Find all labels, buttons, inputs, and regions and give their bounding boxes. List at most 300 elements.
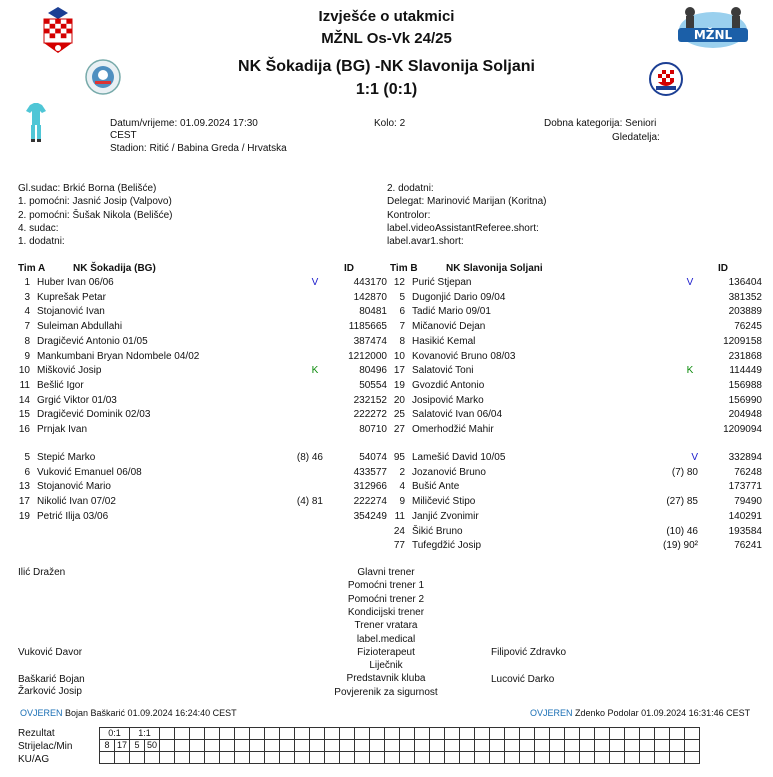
empty-cell — [220, 728, 235, 740]
player-id: 232152 — [353, 394, 387, 406]
empty-cell — [340, 752, 355, 764]
scorer-cell: 17 — [115, 740, 130, 752]
score-grid-row — [100, 752, 700, 764]
empty-cell — [355, 752, 370, 764]
player-id: 54074 — [359, 452, 387, 463]
empty-cell — [460, 740, 475, 752]
substitution-info: (4) 81 — [296, 496, 323, 508]
staff-role-label: Pomoćni trener 1 — [347, 580, 425, 592]
empty-cell — [490, 740, 505, 752]
empty-cell — [490, 752, 505, 764]
league-logo — [674, 2, 752, 52]
empty-cell — [415, 740, 430, 752]
team-b-player-row — [0, 423, 773, 437]
empty-cell — [535, 728, 550, 740]
player-name: Tufegdžić Josip — [412, 540, 482, 552]
team-b-player-row — [0, 276, 773, 290]
empty-cell — [550, 728, 565, 740]
empty-cell — [175, 728, 190, 740]
empty-cell — [310, 752, 325, 764]
player-number: 2 — [399, 466, 405, 478]
substitution-info: (27) 85 — [666, 496, 698, 508]
team-b-player-row — [0, 320, 773, 334]
empty-cell — [505, 740, 520, 752]
empty-cell — [610, 752, 625, 764]
empty-cell — [190, 740, 205, 752]
player-id: 142870 — [353, 291, 387, 303]
player-name: Kuprešak Petar — [37, 291, 106, 303]
empty-cell — [580, 752, 595, 764]
verification-right-status: OVJEREN — [530, 708, 573, 718]
player-name: Vuković Emanuel 06/08 — [37, 466, 142, 478]
empty-cell — [295, 728, 310, 740]
player-number: 15 — [18, 409, 30, 421]
empty-cell — [370, 728, 385, 740]
player-number: 19 — [18, 510, 30, 522]
player-number: 9 — [399, 496, 405, 508]
empty-cell — [400, 728, 415, 740]
player-number: 19 — [393, 379, 405, 391]
empty-cell — [385, 740, 400, 752]
empty-cell — [670, 752, 685, 764]
substitution-info: (19) 90² — [662, 540, 698, 552]
player-name: Tadić Mario 09/01 — [412, 306, 491, 318]
player-name: Šikić Bruno — [412, 525, 463, 537]
empty-cell — [550, 740, 565, 752]
report-title: Izvješće o utakmici — [318, 8, 455, 25]
match-stadium: Stadion: Ritić / Babina Greda / Hrvatska — [110, 143, 287, 154]
empty-cell — [505, 752, 520, 764]
empty-cell — [235, 728, 250, 740]
empty-cell — [325, 728, 340, 740]
team-b-sub-row — [0, 510, 773, 524]
team-b-name: NK Slavonija Soljani — [446, 263, 543, 274]
team-b-sub-row — [0, 466, 773, 480]
official-right-line: 2. dodatni: — [387, 183, 434, 194]
empty-cell — [280, 752, 295, 764]
team-b-sub-row — [0, 525, 773, 539]
empty-cell — [130, 752, 145, 764]
empty-cell — [190, 728, 205, 740]
player-number: 5 — [399, 291, 405, 303]
empty-cell — [430, 740, 445, 752]
official-left-line: 2. pomoćni: Šušak Nikola (Belišće) — [18, 209, 173, 221]
player-number: 7 — [399, 321, 405, 333]
player-id: 114449 — [729, 365, 762, 377]
result-cell: 1:1 — [130, 728, 160, 740]
empty-cell — [640, 728, 655, 740]
empty-cell — [460, 752, 475, 764]
empty-cell — [310, 740, 325, 752]
score-grid-row — [100, 740, 700, 752]
empty-cell — [595, 752, 610, 764]
substitution-info: (8) 46 — [296, 452, 323, 463]
staff-role-label: Trener vratara — [354, 620, 418, 632]
empty-cell — [235, 752, 250, 764]
player-name: Nikolić Ivan 07/02 — [37, 496, 116, 508]
player-name: Salatović Ivan 06/04 — [412, 409, 503, 421]
empty-cell — [415, 752, 430, 764]
empty-cell — [655, 752, 670, 764]
official-left-line: 1. pomoćni: Jasnić Josip (Valpovo) — [18, 196, 172, 208]
empty-cell — [400, 752, 415, 764]
empty-cell — [685, 752, 700, 764]
player-name: Janjić Zvonimir — [412, 510, 479, 522]
empty-cell — [265, 728, 280, 740]
player-id: 140291 — [728, 510, 762, 522]
empty-cell — [325, 740, 340, 752]
player-number: 9 — [24, 350, 30, 362]
official-right-line: label.avar1.short: — [387, 236, 464, 248]
empty-cell — [625, 740, 640, 752]
empty-cell — [160, 740, 175, 752]
empty-cell — [655, 740, 670, 752]
empty-cell — [355, 740, 370, 752]
player-role-mark: K — [686, 365, 694, 377]
empty-cell — [220, 740, 235, 752]
team-a-head-coach: Ilić Dražen — [18, 567, 66, 578]
player-id: 76245 — [734, 321, 762, 333]
empty-cell — [160, 728, 175, 740]
verification-left-status: OVJEREN — [20, 708, 63, 718]
empty-cell — [115, 752, 130, 764]
empty-cell — [235, 740, 250, 752]
empty-cell — [250, 740, 265, 752]
player-id: 433577 — [353, 466, 387, 478]
player-id: 443170 — [353, 277, 387, 288]
team-b-sub-row — [0, 539, 773, 553]
empty-cell — [205, 740, 220, 752]
player-number: 11 — [394, 510, 405, 522]
empty-cell — [565, 740, 580, 752]
empty-cell — [445, 728, 460, 740]
team-a-physio: Vuković Davor — [18, 647, 83, 658]
match-datetime: Datum/vrijeme: 01.09.2024 17:30 — [110, 118, 258, 129]
player-number: 6 — [399, 306, 405, 318]
team-a-label: Tim A — [18, 263, 46, 274]
staff-role-label: Fizioterapeut — [357, 646, 415, 658]
empty-cell — [490, 728, 505, 740]
substitution-info: (7) 80 — [671, 466, 698, 478]
empty-cell — [145, 752, 160, 764]
team-b-logo — [648, 60, 684, 98]
player-name: Salatović Toni — [412, 365, 474, 377]
team-a-name: NK Šokadija (BG) — [73, 263, 156, 274]
team-b-physio: Filipović Zdravko — [491, 647, 567, 658]
player-name: Prnjak Ivan — [37, 424, 88, 435]
team-a-logo — [84, 58, 122, 96]
team-b-label: Tim B — [390, 263, 418, 274]
player-id: 203889 — [728, 306, 762, 318]
official-left-line: 1. dodatni: — [18, 236, 65, 248]
player-name: Purić Stjepan — [412, 277, 472, 288]
player-name: Petrić Ilija 03/06 — [37, 510, 109, 522]
verification-left-text: Bojan Baškarić 01.09.2024 16:24:40 CEST — [65, 708, 237, 718]
official-left-line: Gl.sudac: Brkić Borna (Belišće) — [18, 183, 157, 194]
team-b-player-row — [0, 335, 773, 349]
player-role-mark: V — [311, 277, 319, 288]
empty-cell — [580, 740, 595, 752]
player-id: 354249 — [353, 510, 387, 522]
empty-cell — [430, 728, 445, 740]
player-id: 1212000 — [348, 350, 387, 362]
player-id: 387474 — [353, 335, 387, 347]
empty-cell — [475, 728, 490, 740]
scorer-cell: 50 — [145, 740, 160, 752]
scorer-cell: 5 — [130, 740, 145, 752]
empty-cell — [280, 728, 295, 740]
empty-cell — [505, 728, 520, 740]
empty-cell — [520, 740, 535, 752]
team-b-representative: Lucović Darko — [491, 674, 555, 685]
player-number: 10 — [18, 365, 30, 377]
player-name: Bušić Ante — [412, 481, 460, 493]
player-number: 77 — [393, 540, 405, 552]
player-id: 381352 — [728, 291, 762, 303]
empty-cell — [610, 728, 625, 740]
empty-cell — [550, 752, 565, 764]
player-name: Bešlić Igor — [37, 379, 84, 391]
staff-role-label: Povjerenik za sigurnost — [334, 686, 438, 698]
empty-cell — [325, 752, 340, 764]
official-right-line: Kontrolor: — [387, 209, 431, 221]
player-name: Dugonjić Dario 09/04 — [412, 291, 506, 303]
player-number: 16 — [18, 424, 30, 435]
player-name: Dragičević Dominik 02/03 — [37, 409, 151, 421]
player-role-mark: K — [311, 365, 319, 377]
player-id: 222272 — [353, 409, 387, 421]
player-name: Mišković Josip — [37, 365, 102, 377]
team-b-player-row — [0, 305, 773, 319]
player-id: 80496 — [359, 365, 387, 377]
empty-cell — [640, 740, 655, 752]
player-id: 332894 — [728, 452, 762, 463]
empty-cell — [400, 740, 415, 752]
empty-cell — [445, 752, 460, 764]
svg-text:MŽNL: MŽNL — [693, 28, 733, 42]
team-a-representative: Baškarić Bojan — [18, 674, 85, 685]
empty-cell — [565, 728, 580, 740]
empty-cell — [220, 752, 235, 764]
player-number: 24 — [393, 525, 405, 537]
empty-cell — [655, 728, 670, 740]
player-name: Lamešić David 10/05 — [412, 452, 506, 463]
staff-role-label: label.medical — [356, 633, 416, 645]
empty-cell — [205, 728, 220, 740]
match-score: 1:1 (0:1) — [355, 81, 418, 98]
empty-cell — [280, 740, 295, 752]
player-id: 156990 — [728, 394, 762, 406]
empty-cell — [475, 740, 490, 752]
staff-role-label: Liječnik — [369, 660, 403, 672]
player-id: 80710 — [359, 424, 387, 435]
player-number: 11 — [19, 379, 30, 391]
empty-cell — [460, 728, 475, 740]
empty-cell — [520, 752, 535, 764]
player-id: 136404 — [728, 277, 762, 288]
team-b-player-row — [0, 364, 773, 378]
official-right-line: Delegat: Marinović Marijan (Koritna) — [387, 196, 547, 208]
team-b-player-row — [0, 291, 773, 305]
empty-cell — [385, 752, 400, 764]
empty-cell — [385, 728, 400, 740]
scorer-cell: 8 — [100, 740, 115, 752]
empty-cell — [430, 752, 445, 764]
player-number: 8 — [24, 335, 30, 347]
player-name: Grgić Viktor 01/03 — [37, 394, 117, 406]
staff-role-label: Kondicijski trener — [347, 606, 425, 618]
team-b-sub-row — [0, 451, 773, 465]
player-number: 13 — [18, 481, 30, 493]
official-right-line: label.videoAssistantReferee.short: — [387, 222, 539, 234]
team-b-player-row — [0, 408, 773, 422]
empty-cell — [310, 728, 325, 740]
match-title: NK Šokadija (BG) -NK Slavonija Soljani — [238, 58, 535, 75]
empty-cell — [640, 752, 655, 764]
player-id: 204948 — [728, 409, 762, 421]
player-number: 4 — [399, 481, 405, 493]
spectators: Gledatelja: — [612, 132, 660, 143]
player-number: 10 — [393, 350, 405, 362]
row-label-scorer: Strijelac/Min — [18, 741, 73, 752]
player-name: Miličević Stipo — [412, 496, 476, 508]
team-b-player-row — [0, 379, 773, 393]
row-label-cards: KU/AG — [18, 754, 50, 765]
empty-cell — [370, 752, 385, 764]
player-number: 3 — [24, 291, 30, 303]
jersey-icon — [24, 103, 48, 143]
empty-cell — [175, 740, 190, 752]
player-name: Mičanović Dejan — [412, 321, 486, 333]
result-cell: 0:1 — [100, 728, 130, 740]
age-group: Dobna kategorija: Seniori — [544, 118, 657, 129]
empty-cell — [160, 752, 175, 764]
empty-cell — [265, 752, 280, 764]
player-id: 79490 — [734, 496, 762, 508]
player-id: 1185665 — [348, 321, 387, 333]
player-number: 25 — [393, 409, 405, 421]
player-id: 222274 — [353, 496, 387, 508]
score-grid — [99, 727, 700, 764]
team-a-security: Žarković Josip — [18, 686, 82, 697]
player-id: 76248 — [734, 466, 762, 478]
staff-role-label: Pomoćni trener 2 — [347, 593, 425, 605]
score-grid-row — [100, 728, 700, 740]
player-id: 312966 — [353, 481, 387, 493]
player-number: 20 — [393, 394, 405, 406]
substitution-info: V — [691, 452, 698, 463]
player-id: 231868 — [728, 350, 762, 362]
official-left-line: 4. sudac: — [18, 222, 59, 234]
staff-role-label: Predstavnik kluba — [346, 673, 426, 685]
player-name: Dragičević Antonio 01/05 — [37, 335, 148, 347]
empty-cell — [205, 752, 220, 764]
empty-cell — [670, 728, 685, 740]
player-name: Mankumbani Bryan Ndombele 04/02 — [37, 350, 200, 362]
empty-cell — [100, 752, 115, 764]
player-number: 7 — [24, 321, 30, 333]
empty-cell — [340, 740, 355, 752]
player-number: 17 — [393, 365, 405, 377]
player-id: 76241 — [734, 540, 762, 552]
competition-name: MŽNL Os-Vk 24/25 — [321, 30, 452, 47]
team-b-id-header: ID — [718, 263, 728, 274]
player-id: 173771 — [728, 481, 762, 493]
team-b-sub-row — [0, 480, 773, 494]
verification-right — [530, 707, 750, 719]
empty-cell — [265, 740, 280, 752]
player-name: Huber Ivan 06/06 — [37, 277, 114, 288]
empty-cell — [175, 752, 190, 764]
staff-role-label: Glavni trener — [357, 567, 415, 578]
empty-cell — [610, 740, 625, 752]
empty-cell — [595, 740, 610, 752]
match-timezone: CEST — [110, 130, 137, 141]
player-number: 27 — [393, 424, 405, 435]
player-number: 1 — [24, 277, 30, 288]
player-number: 8 — [399, 335, 405, 347]
empty-cell — [190, 752, 205, 764]
player-number: 17 — [18, 496, 30, 508]
player-name: Hasikić Kemal — [412, 335, 476, 347]
empty-cell — [535, 752, 550, 764]
empty-cell — [625, 728, 640, 740]
player-number: 5 — [24, 452, 30, 463]
empty-cell — [520, 728, 535, 740]
empty-cell — [625, 752, 640, 764]
federation-logo — [38, 5, 78, 55]
player-number: 12 — [393, 277, 405, 288]
empty-cell — [565, 752, 580, 764]
player-name: Kovanović Bruno 08/03 — [412, 350, 516, 362]
empty-cell — [445, 740, 460, 752]
substitution-info: (10) 46 — [666, 525, 698, 537]
player-id: 156988 — [728, 379, 762, 391]
empty-cell — [580, 728, 595, 740]
player-number: 6 — [24, 466, 30, 478]
player-name: Stojanović Mario — [37, 481, 111, 493]
player-name: Stojanović Ivan — [37, 306, 105, 318]
team-a-id-header: ID — [344, 263, 354, 274]
empty-cell — [535, 740, 550, 752]
empty-cell — [355, 728, 370, 740]
empty-cell — [415, 728, 430, 740]
team-b-player-row — [0, 394, 773, 408]
empty-cell — [595, 728, 610, 740]
team-b-player-row — [0, 350, 773, 364]
player-number: 95 — [393, 452, 405, 463]
empty-cell — [670, 740, 685, 752]
player-id: 193584 — [728, 525, 762, 537]
player-id: 1209094 — [723, 424, 762, 435]
empty-cell — [475, 752, 490, 764]
player-name: Suleiman Abdullahi — [37, 321, 123, 333]
player-name: Omerhodžić Mahir — [412, 424, 494, 435]
player-name: Stepić Marko — [37, 452, 96, 463]
player-role-mark: V — [686, 277, 694, 288]
verification-left — [20, 707, 237, 719]
player-id: 1209158 — [723, 335, 762, 347]
verification-right-text: Zdenko Podolar 01.09.2024 16:31:46 CEST — [575, 708, 751, 718]
row-label-result: Rezultat — [18, 728, 55, 739]
player-name: Josipović Marko — [412, 394, 484, 406]
player-name: Jozanović Bruno — [412, 466, 486, 478]
player-id: 50554 — [359, 379, 387, 391]
empty-cell — [370, 740, 385, 752]
player-name: Gvozdić Antonio — [412, 379, 485, 391]
empty-cell — [250, 728, 265, 740]
empty-cell — [250, 752, 265, 764]
